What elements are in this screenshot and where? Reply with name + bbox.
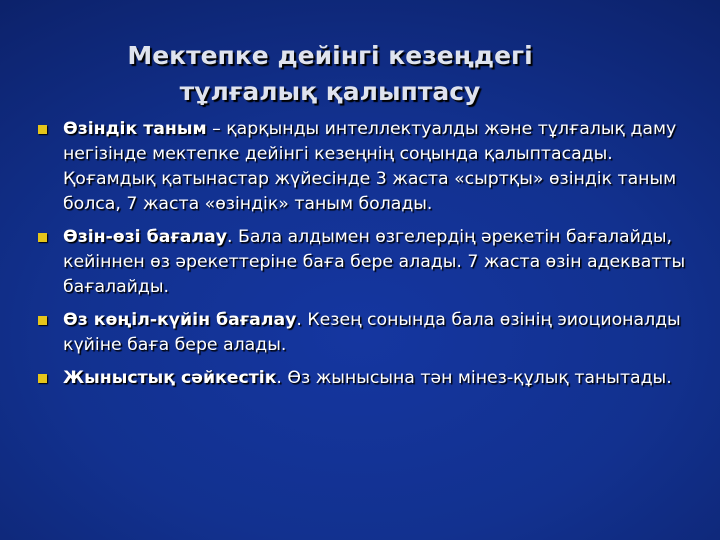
bullet-item-gender-identity (36, 366, 696, 391)
bullet-list (36, 117, 696, 399)
slide-title-line-2: тұлғалық қалыптасу (179, 77, 481, 106)
square-bullet-icon (38, 233, 47, 242)
bullet-term: Өзіндік таным (63, 119, 207, 139)
bullet-text: . Бала алдымен өзгелердің әрекетін бағалайды, кейіннен өз әрекеттеріне баға бере алады. 7 жаста өзін адекватты бағалайды. (63, 227, 686, 297)
bullet-item-self-esteem (36, 225, 696, 300)
bullet-term: Өзін-өзі бағалау (63, 227, 227, 247)
slide-title (40, 38, 620, 110)
square-bullet-icon (38, 374, 47, 383)
bullet-text: – қарқынды интеллектуалды және тұлғалық даму негізінде мектепке дейінгі кезеңнің соңында қалыптасады. Қоғамдық қатынастар жүйесінде 3 жаста «сыртқы» өзіндік таным болса, 7 жаста «өзіндік» таным болады. (63, 119, 677, 214)
bullet-term: Жыныстық сәйкестік (63, 368, 277, 388)
square-bullet-icon (38, 316, 47, 325)
bullet-item-self-awareness (36, 117, 696, 217)
bullet-term: Өз көңіл-күйін бағалау (63, 310, 297, 330)
bullet-item-mood-assessment (36, 308, 696, 358)
slide-title-line-1: Мектепке дейінгі кезеңдегі (127, 41, 533, 70)
square-bullet-icon (38, 125, 47, 134)
bullet-text: . Өз жынысына тән мінез-құлық танытады. (276, 368, 672, 388)
bullet-text: . Кезең сонында бала өзінің эиоционалды күйіне баға бере алады. (63, 310, 681, 355)
